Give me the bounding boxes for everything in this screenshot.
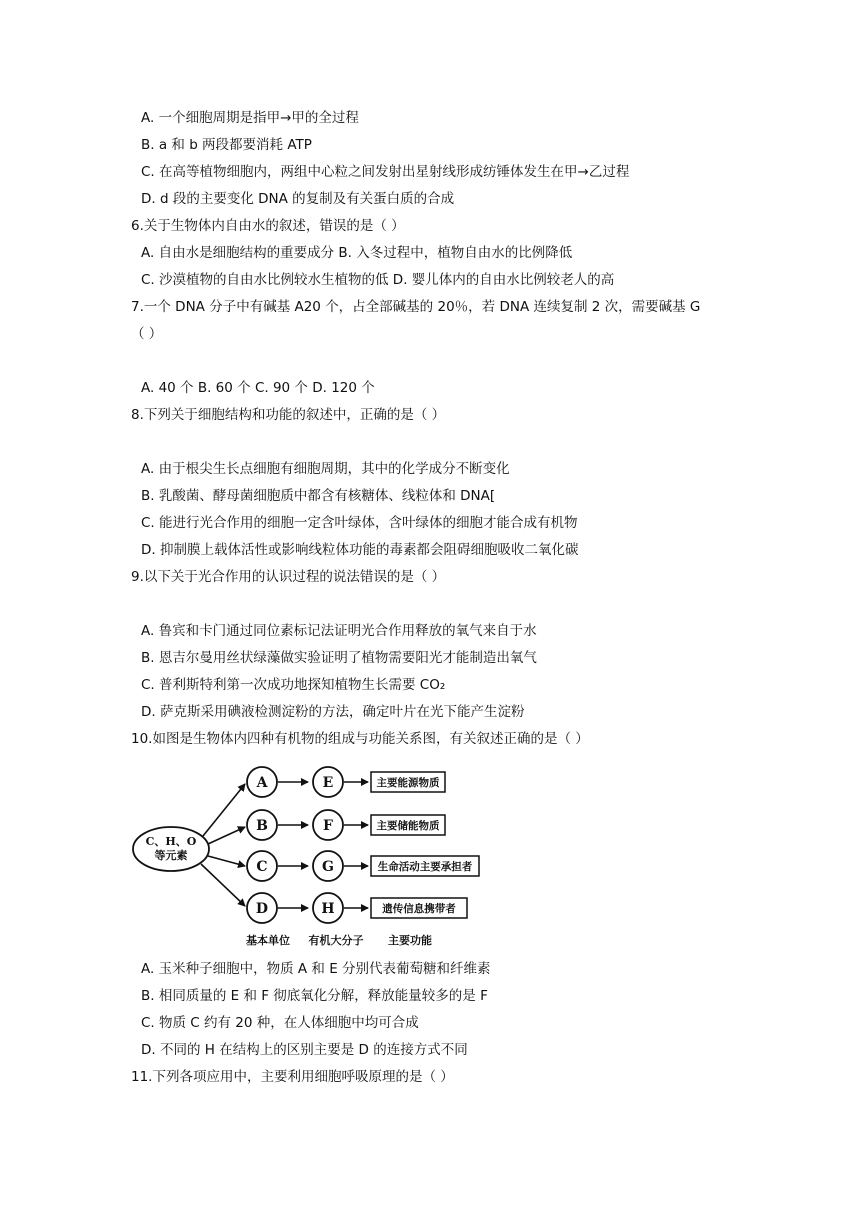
q10-option-a: A. 玉米种子细胞中，物质 A 和 E 分别代表葡萄糖和纤维素 bbox=[141, 961, 491, 977]
elements-label-line1: C、H、O bbox=[145, 835, 197, 848]
unit-label-b: B bbox=[256, 818, 268, 834]
q8-option-b: B. 乳酸菌、酵母菌细胞质中都含有核糖体、线粒体和 DNA[ bbox=[141, 488, 496, 504]
unit-label-c: C bbox=[256, 859, 268, 875]
unit-label-a: A bbox=[256, 775, 268, 791]
q7-stem: 7.一个 DNA 分子中有碱基 A20 个，占全部碱基的 20％，若 DNA 连续复制 2 次，需要碱基 G bbox=[131, 299, 701, 315]
macro-label-f: F bbox=[323, 818, 333, 834]
unit-label-d: D bbox=[255, 901, 269, 917]
q10-stem: 10.如图是生物体内四种有机物的组成与功能关系图，有关叙述正确的是（ ） bbox=[131, 731, 589, 747]
col-label-functions: 主要功能 bbox=[388, 934, 432, 947]
q10-option-b: B. 相同质量的 E 和 F 彻底氧化分解，释放能量较多的是 F bbox=[141, 988, 488, 1004]
macro-label-e: E bbox=[322, 775, 334, 791]
elements-label-line2: 等元素 bbox=[154, 849, 188, 862]
q5-option-c: C. 在高等植物细胞内，两组中心粒之间发射出星射线形成纺锤体发生在甲→乙过程 bbox=[141, 164, 630, 180]
q8-stem: 8.下列关于细胞结构和功能的叙述中，正确的是（ ） bbox=[131, 407, 446, 423]
function-label-2: 主要储能物质 bbox=[376, 820, 440, 832]
organic-compounds-diagram bbox=[128, 760, 488, 952]
function-label-3: 生命活动主要承担者 bbox=[377, 861, 473, 873]
q10-option-d: D. 不同的 H 在结构上的区别主要是 D 的连接方式不同 bbox=[141, 1042, 468, 1058]
col-label-units: 基本单位 bbox=[246, 934, 290, 947]
col-label-macros: 有机大分子 bbox=[308, 934, 364, 947]
macro-label-g: G bbox=[322, 859, 334, 875]
function-label-1: 主要能源物质 bbox=[376, 777, 440, 789]
function-label-4: 遗传信息携带者 bbox=[382, 903, 456, 915]
q5-option-b: B. a 和 b 两段都要消耗 ATP bbox=[141, 137, 312, 153]
q7-stem-cont: （ ） bbox=[131, 326, 163, 342]
q9-option-b: B. 恩吉尔曼用丝状绿藻做实验证明了植物需要阳光才能制造出氧气 bbox=[141, 650, 537, 666]
q9-stem: 9.以下关于光合作用的认识过程的说法错误的是（ ） bbox=[131, 569, 446, 585]
elements-ellipse bbox=[133, 827, 209, 871]
q5-option-d: D. d 段的主要变化 DNA 的复制及有关蛋白质的合成 bbox=[141, 191, 455, 207]
q6-stem: 6.关于生物体内自由水的叙述，错误的是（ ） bbox=[131, 218, 405, 234]
q9-option-a: A. 鲁宾和卡门通过同位素标记法证明光合作用释放的氧气来自于水 bbox=[141, 623, 537, 639]
q8-option-a: A. 由于根尖生长点细胞有细胞周期，其中的化学成分不断变化 bbox=[141, 461, 510, 477]
q7-options: A. 40 个 B. 60 个 C. 90 个 D. 120 个 bbox=[141, 380, 375, 396]
macro-label-h: H bbox=[321, 901, 335, 917]
q10-option-c: C. 物质 C 约有 20 种，在人体细胞中均可合成 bbox=[141, 1015, 419, 1031]
q6-option-cd: C. 沙漠植物的自由水比例较水生植物的低 D. 婴儿体内的自由水比例较老人的高 bbox=[141, 272, 615, 288]
q9-option-d: D. 萨克斯采用碘液检测淀粉的方法，确定叶片在光下能产生淀粉 bbox=[141, 704, 525, 720]
q5-option-a: A. 一个细胞周期是指甲→甲的全过程 bbox=[141, 110, 359, 126]
q8-option-c: C. 能进行光合作用的细胞一定含叶绿体，含叶绿体的细胞才能合成有机物 bbox=[141, 515, 578, 531]
q11-stem: 11.下列各项应用中，主要利用细胞呼吸原理的是（ ） bbox=[131, 1069, 454, 1085]
q8-option-d: D. 抑制膜上载体活性或影响线粒体功能的毒素都会阻碍细胞吸收二氧化碳 bbox=[141, 542, 579, 558]
q9-option-c: C. 普利斯特利第一次成功地探知植物生长需要 CO₂ bbox=[141, 677, 446, 693]
q6-option-ab: A. 自由水是细胞结构的重要成分 B. 入冬过程中，植物自由水的比例降低 bbox=[141, 245, 573, 261]
